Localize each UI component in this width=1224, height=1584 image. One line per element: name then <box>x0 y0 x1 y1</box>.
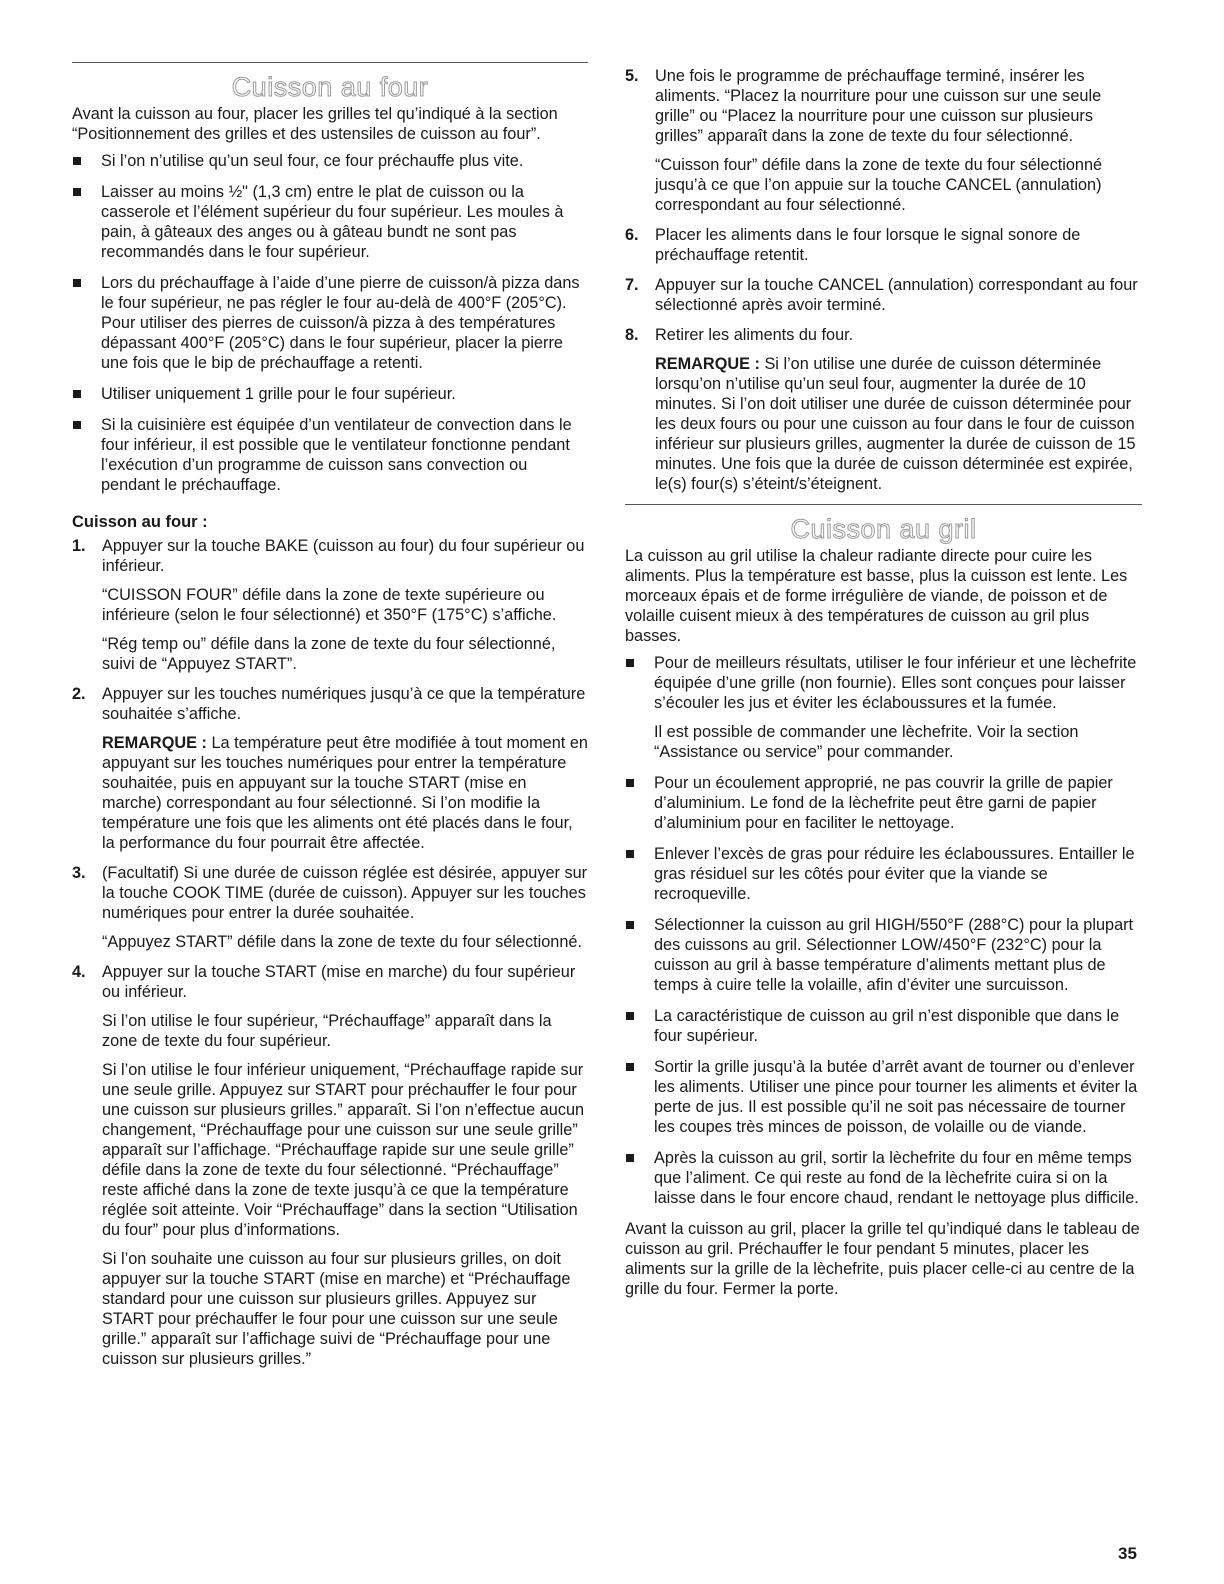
square-bullet-icon <box>626 1063 634 1071</box>
list-item: Si la cuisinière est équipée d’un ventilateur de convection dans le four inférieur, il est possible que le ventilateur fonctionne pendant l’exécution d’un programme de cuisson sans convection ou pendant le préchauffage. <box>72 415 588 495</box>
bake-steps-continued <box>625 66 1142 494</box>
grill-intro: La cuisson au gril utilise la chaleur radiante directe pour cuire les aliments. Plus la température est basse, plus la cuisson est lente. Les morceaux épais et de forme irrégulière de viande, de poisson et de volaille cuisent mieux à des températures de cuisson au gril plus basses. <box>625 547 1128 645</box>
square-bullet-icon <box>626 1012 634 1020</box>
grill-bullets <box>625 653 1142 1208</box>
right-column <box>625 66 1142 1299</box>
section-title-bake: Cuisson au four <box>231 72 429 102</box>
step-item: 2. Appuyer sur les touches numériques jusqu’à ce que la température souhaitée s’affiche. REMARQUE : La température peut être modifiée à tout moment en appuyant sur les touches numériques pour entrer la température souhaitée, puis en appuyant sur la touche START (mise en marche) correspondant au four sélectionné. Si l’on modifie la température une fois que les aliments ont été placés dans le four, la performance du four pourrait être affectée. <box>72 685 588 852</box>
list-item: Pour de meilleurs résultats, utiliser le four inférieur et une lèchefrite équipée d’une grille (non fournie). Elles sont conçues pour laisser s’écouler les jus et éviter les éclaboussures et la fumée. Il est possible de commander une lèchefrite. Voir la section “Assistance ou service” pour commander. <box>625 653 1142 762</box>
list-item: Enlever l’excès de gras pour réduire les éclaboussures. Entailler le gras résiduel sur les côtés pour éviter que la viande se recroqueville. <box>625 844 1142 904</box>
square-bullet-icon <box>626 1154 634 1162</box>
list-item: Lors du préchauffage à l’aide d’une pierre de cuisson/à pizza dans le four supérieur, ne pas régler le four au-delà de 400°F (205°C). Pour utiliser des pierres de cuisson/à pizza à des températures dépassant 400°F (205°C) dans le four supérieur, placer la pierre une fois que le bip de préchauffage a retenti. <box>72 273 588 373</box>
list-item: La caractéristique de cuisson au gril n’est disponible que dans le four supérieur. <box>625 1006 1142 1046</box>
step-item: 4. Appuyer sur la touche START (mise en marche) du four supérieur ou inférieur. Si l’on utilise le four supérieur, “Préchauffage” apparaît dans la zone de texte du four supérieur. Si l’on utilise le four inférieur uniquement, “Préchauffage rapide sur une seule grille. Appuyez sur START pour préchauffer le four pour une cuisson sur plusieurs grilles.” apparaît. Si l’on n’effectue aucun changement, “Préchauffage pour une cuisson sur une seule grille” apparaît sur l’affichage. “Préchauffage rapide sur une seule grille” défile dans la zone de texte du four sélectionné. “Préchauffage” reste affiché dans la zone de texte jusqu’à ce que la température réglée soit atteinte. Voir “Préchauffage” dans la section “Utilisation du four” pour plus d’informations. Si l’on souhaite une cuisson au four sur plusieurs grilles, on doit appuyer sur la touche START (mise en marche) et “Préchauffage standard pour une cuisson sur plusieurs grilles. Appuyez sur START pour préchauffer le four pour une cuisson sur une seule grille.” apparaît sur l’affichage suivi de “Préchauffage pour une cuisson sur plusieurs grilles.” <box>72 963 585 1368</box>
step-item: 1. Appuyer sur la touche BAKE (cuisson au four) du four supérieur ou inférieur. “CUISSON FOUR” défile dans la zone de texte supérieure ou inférieure (selon le four sélectionné) et 350°F (175°C) s’affiche. “Rég temp ou” défile dans la zone de texte du four sélectionné, suivi de “Appuyez START”. <box>72 537 585 673</box>
section-rule <box>625 504 1142 505</box>
square-bullet-icon <box>626 659 634 667</box>
bake-subheading: Cuisson au four : <box>72 513 208 531</box>
list-item: Sortir la grille jusqu’à la butée d’arrêt avant de tourner ou d’enlever les aliments. Utiliser une pince pour tourner les aliments et éviter la perte de jus. Il est possible qu’il ne soit pas nécessaire de tourner les coupes très minces de poisson, de volaille ou de viande. <box>625 1057 1142 1137</box>
square-bullet-icon <box>73 279 81 287</box>
grill-outro: Avant la cuisson au gril, placer la grille tel qu’indiqué dans le tableau de cuisson au gril. Préchauffer le four pendant 5 minutes, placer les aliments sur la grille de la lèchefrite, puis placer celle-ci au centre de la grille du four. Fermer la porte. <box>625 1220 1140 1298</box>
list-item: Pour un écoulement approprié, ne pas couvrir la grille de papier d’aluminium. Le fond de la lèchefrite peut être garni de papier d’aluminium pour en faciliter le nettoyage. <box>625 773 1142 833</box>
list-item: Après la cuisson au gril, sortir la lèchefrite du four en même temps que l’aliment. Ce qui reste au fond de la lèchefrite cuira si on la laisse dans le four encore chaud, rendant le nettoyage plus difficile. <box>625 1148 1142 1208</box>
bake-intro: Avant la cuisson au four, placer les grilles tel qu’indiqué à la section “Positionnement des grilles et des ustensiles de cuisson au four”. <box>72 105 558 143</box>
note: REMARQUE : La température peut être modifiée à tout moment en appuyant sur les touches numériques pour entrer la température souhaitée, puis en appuyant sur la touche START (mise en marche) correspondant au four sélectionné. Si l’on modifie la température une fois que les aliments ont été placés dans le four, la performance du four pourrait être affectée. <box>102 734 588 852</box>
step-item: 8. Retirer les aliments du four. REMARQUE : Si l’on utilise une durée de cuisson déterminée lorsqu’on n’utilise qu’un seul four, augmenter la durée de 10 minutes. Si l’on doit utiliser une durée de cuisson déterminée pour les deux fours ou pour une cuisson au four dans le four de cuisson inférieur sur plusieurs grilles, augmenter la durée de cuisson de 15 minutes. Une fois que la durée de cuisson déterminée est expirée, le(s) four(s) s’éteint/s’éteignent. <box>625 325 1142 494</box>
list-item: Laisser au moins ½" (1,3 cm) entre le plat de cuisson ou la casserole et l’élément supérieur du four supérieur. Les moules à pain, à gâteaux des anges ou à gâteau bundt ne sont pas recommandés dans le four supérieur. <box>72 182 588 262</box>
step-item: 5. Une fois le programme de préchauffage terminé, insérer les aliments. “Placez la nourriture pour une cuisson sur une seule grille” ou “Placez la nourriture pour une cuisson sur plusieurs grilles” apparaît dans la zone de texte du four sélectionné. “Cuisson four” défile dans la zone de texte du four sélectionné jusqu’à ce que l’on appuie sur la touche CANCEL (annulation) correspondant au four sélectionné. <box>625 67 1103 214</box>
list-item: Si l’on n’utilise qu’un seul four, ce four préchauffe plus vite. <box>72 151 588 171</box>
square-bullet-icon <box>73 421 81 429</box>
list-item: Sélectionner la cuisson au gril HIGH/550°F (288°C) pour la plupart des cuissons au gril. Sélectionner LOW/450°F (232°C) pour la cuisson au gril à basse température d’aliments mettant plus de temps à cuire telle la volaille, afin d’éviter une surcuisson. <box>625 915 1142 995</box>
left-column <box>72 62 588 1379</box>
bake-steps <box>72 536 588 1369</box>
square-bullet-icon <box>626 779 634 787</box>
list-item: Utiliser uniquement 1 grille pour le four supérieur. <box>72 384 588 404</box>
page-number: 35 <box>1118 1544 1137 1563</box>
square-bullet-icon <box>73 157 81 165</box>
square-bullet-icon <box>73 390 81 398</box>
square-bullet-icon <box>626 921 634 929</box>
square-bullet-icon <box>626 850 634 858</box>
step-item: 6. Placer les aliments dans le four lorsque le signal sonore de préchauffage retentit. <box>625 226 1081 264</box>
step-item: 3. (Facultatif) Si une durée de cuisson réglée est désirée, appuyer sur la touche COOK TIME (durée de cuisson). Appuyer sur les touches numériques pour entrer la durée souhaitée. “Appuyez START” défile dans la zone de texte du four sélectionné. <box>72 864 588 951</box>
square-bullet-icon <box>73 188 81 196</box>
step-item: 7. Appuyer sur la touche CANCEL (annulation) correspondant au four sélectionné après avoir terminé. <box>625 276 1138 314</box>
note: REMARQUE : Si l’on utilise une durée de cuisson déterminée lorsqu’on n’utilise qu’un seul four, augmenter la durée de 10 minutes. Si l’on doit utiliser une durée de cuisson déterminée pour les deux fours ou pour une cuisson au four dans le four de cuisson inférieur sur plusieurs grilles, augmenter la durée de cuisson de 15 minutes. Une fois que la durée de cuisson déterminée est expirée, le(s) four(s) s’éteint/s’éteignent. <box>655 355 1136 493</box>
bake-bullets <box>72 151 588 495</box>
section-title-grill: Cuisson au gril <box>790 514 977 544</box>
section-rule <box>72 62 588 63</box>
